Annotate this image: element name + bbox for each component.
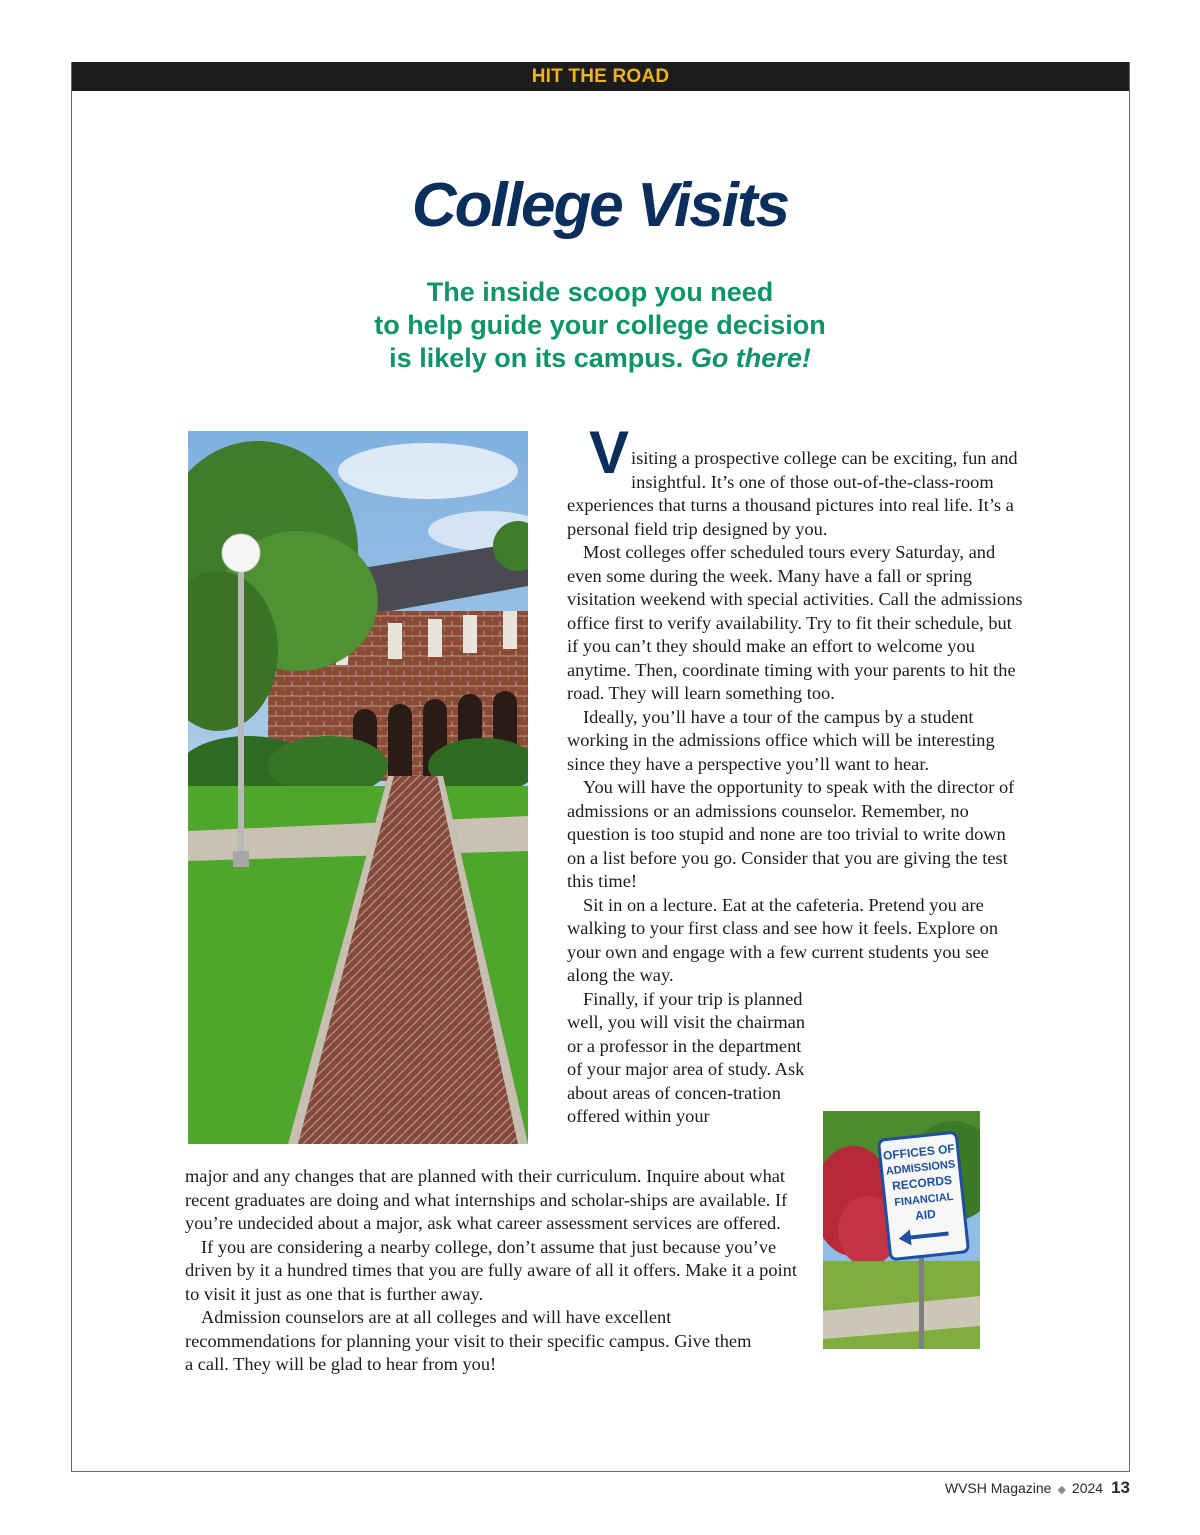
subtitle-text: is likely on its campus.	[389, 343, 684, 373]
body-paragraph: Finally, if your trip is planned well, you will visit the chairman or a professor in the department of your major area of study. Ask about areas of concen-tration offered within your	[567, 988, 806, 1126]
subtitle-line: The inside scoop you need	[426, 277, 774, 307]
body-paragraph: If you are considering a nearby college, don’t assume that just because you’ve driven by it a hundred times that you are fully aware of all it offers. Make it a point to visit it just as one that is further away.	[185, 1236, 797, 1304]
body-paragraph: major and any changes that are planned with their curriculum. Inquire about what recent graduates are doing and what internships and scholar-ships are available. If you’re undecided about a major, ask what career assessment services are offered.	[185, 1166, 788, 1233]
sign-line: ADMISSIONS	[885, 1158, 956, 1178]
body-paragraph: Most colleges offer scheduled tours every Saturday, and even some during the week. Many have a fall or spring visitation weekend with special activities. Call the admissions office first to verify availability. Try to fit their schedule, but if you can’t they should make an effort to welcome you anytime. Then, coordinate timing with your parents to hit the road. They will learn something too.	[567, 542, 1023, 703]
drop-cap: V	[589, 419, 630, 486]
sign-line: RECORDS	[891, 1172, 953, 1194]
sign-line: OFFICES OF	[882, 1141, 956, 1163]
article-body-column	[567, 419, 1027, 1129]
sign-line: AID	[914, 1206, 937, 1223]
body-paragraph: Admission counselors are at all colleges and will have excellent recommendations for planning your visit to their specific campus. Give them a call. They will be glad to hear from you!	[185, 1307, 752, 1374]
sign-line: FINANCIAL	[893, 1190, 954, 1209]
paragraph-text: isiting a prospective college can be exciting, fun and insightful. It’s one of those out-of-the-class-room experiences that turns a thousand pictures into real life. It’s a personal field trip designed by you.	[567, 448, 1018, 539]
section-label: HIT THE ROAD	[531, 66, 670, 87]
article-subtitle	[0, 276, 1200, 375]
page-footer	[945, 1478, 1130, 1498]
subtitle-line	[0, 342, 1200, 375]
body-paragraph: Ideally, you’ll have a tour of the campus by a student working in the admissions office which will be interesting since they have a perspective you’ll want to hear.	[567, 706, 995, 774]
publication-name: WVSH Magazine	[944, 1480, 1052, 1496]
article-body-continued	[185, 1165, 815, 1377]
body-paragraph: You will have the opportunity to speak with the director of admissions or an admissions counselor. Remember, no question is too stupid and none are too trivial to write down on a list before you go. Consider that you are giving the test this time!	[567, 777, 1015, 891]
publication-year: 2024	[1071, 1480, 1104, 1496]
admissions-sign-photo	[823, 1111, 980, 1349]
article-title: College Visits	[411, 171, 789, 240]
campus-walkway-photo	[188, 431, 528, 1144]
subtitle-emphasis: Go there!	[690, 343, 811, 373]
diamond-icon: ◆	[1057, 1484, 1066, 1496]
body-paragraph: Sit in on a lecture. Eat at the cafeteria. Pretend you are walking to your first class and see how it feels. Explore on your own and engage with a few current students you see along the way.	[567, 894, 999, 985]
page-number: 13	[1111, 1478, 1130, 1497]
subtitle-line: to help guide your college decision	[374, 310, 826, 340]
body-paragraph	[567, 419, 1027, 541]
